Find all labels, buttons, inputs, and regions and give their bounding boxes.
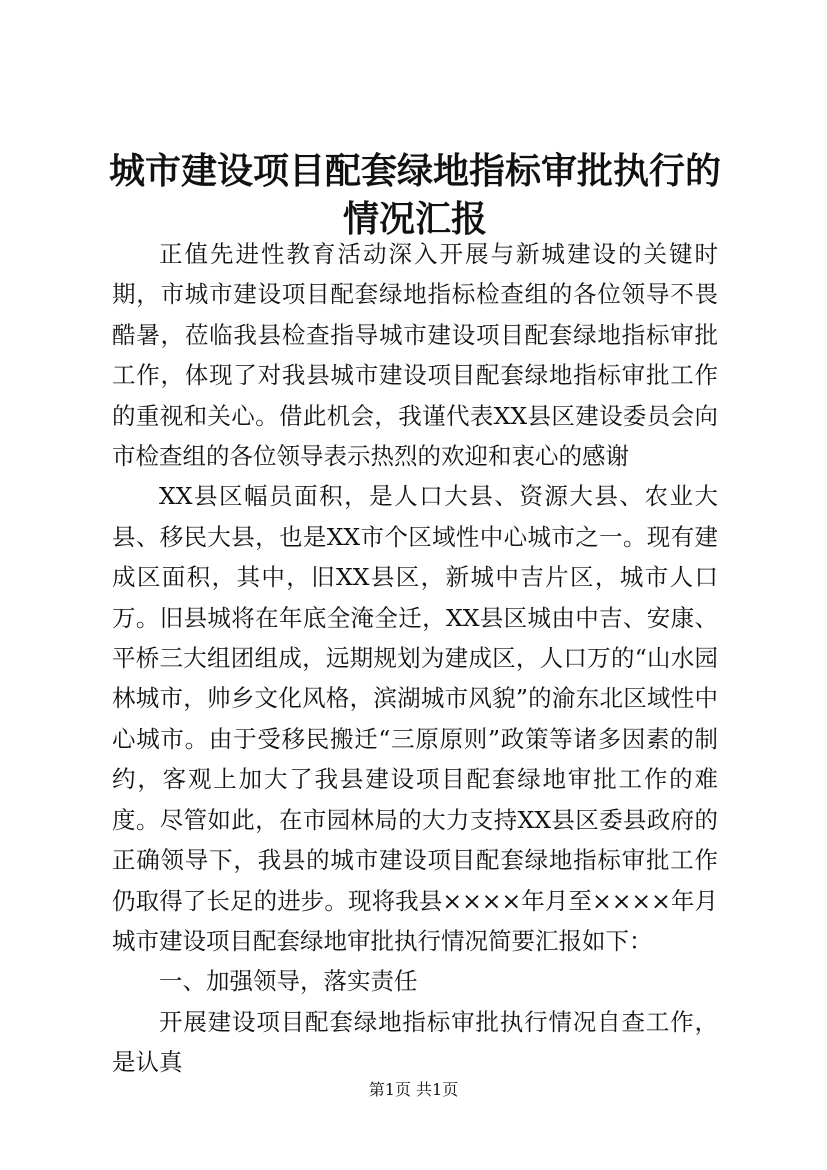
paragraph-overview: XX县区幅员面积，是人口大县、资源大县、农业大县、移民大县，也是XX市个区域性中心城市之一。现有建成区面积，其中，旧XX县区，新城中吉片区，城市人口万。旧县城将在年底全淹全迁，XX县区城由中吉、安康、平桥三大组团组成，远期规划为建成区，人口万的“山水园林城市，帅乡文化风格，滨湖城市风貌”的渝东北区域性中心城市。由于受移民搬迁“三原原则”政策等诸多因素的制约，客观上加大了我县建设项目配套绿地审批工作的难度。尽管如此，在市园林局的大力支持XX县区委县政府的正确领导下，我县的城市建设项目配套绿地指标审批工作仍取得了长足的进步。现将我县××××年月至××××年月城市建设项目配套绿地审批执行情况简要汇报如下： — [112, 482, 718, 955]
page-footer: 第1页 共1页 — [368, 1080, 459, 1099]
paragraph-section-start: 开展建设项目配套绿地指标审批执行情况自查工作，是认真 — [112, 1007, 718, 1077]
document-body — [112, 234, 718, 1083]
section-heading: 一、加强领导，落实责任 — [159, 967, 418, 996]
paragraph-intro: 正值先进性教育活动深入开展与新城建设的关键时期，市城市建设项目配套绿地指标检查组的各位领导不畏酷暑，莅临我县检查指导城市建设项目配套绿地指标审批工作，体现了对我县城市建设项目配套绿地指标审批工作的重视和关心。借此机会，我谨代表XX县区建设委员会向市检查组的各位领导表示热烈的欢迎和衷心的感谢 — [112, 240, 718, 471]
document-title: 城市建设项目配套绿地指标审批执行的情况汇报 — [108, 150, 721, 240]
